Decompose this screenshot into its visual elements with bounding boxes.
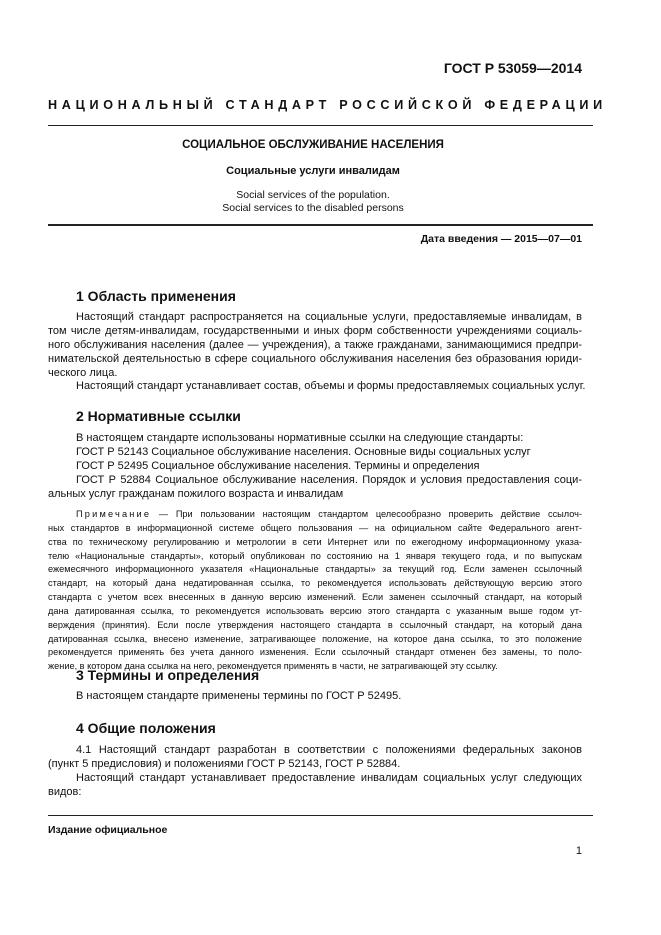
section-1-paragraph-1 xyxy=(48,311,582,381)
english-title-line-2: Social services to the disabled persons xyxy=(222,202,404,214)
official-edition-label: Издание официальное xyxy=(48,824,168,836)
text-line: ческого лица. xyxy=(48,366,118,379)
title-divider xyxy=(48,224,593,226)
text-line: стандарта с учетом всех внесенных в данную версию изменений. Если заменен ссылочный стандарт, на который xyxy=(48,592,582,603)
section-3-heading: 3 Термины и определения xyxy=(76,667,260,683)
text-line: датированная ссылка, внесено изменение, затрагивающее положение, на которое дана ссылка, то это положение xyxy=(48,633,582,644)
text-line: нимательской деятельностью в сфере социального обслуживания населения без образования юриди- xyxy=(48,352,582,365)
section-4-paragraph-2 xyxy=(48,772,582,800)
section-1-paragraph-2: Настоящий стандарт устанавливает состав, объемы и формы предоставляемых социальных услуг. xyxy=(76,380,586,392)
text-line: стандарт, на который дана недатированная ссылка, то рекомендуется использовать действующую версию этого xyxy=(48,578,582,589)
text-line: рекомендуется применять без учета данного изменения. Если ссылочный стандарт отменен без замены, то поло- xyxy=(48,647,582,658)
section-1-heading: 1 Область применения xyxy=(76,288,236,304)
text-line: Настоящий стандарт устанавливает предоставление инвалидам социальных услуг следующих xyxy=(76,772,582,784)
national-standard-title: НАЦИОНАЛЬНЫЙ СТАНДАРТ РОССИЙСКОЙ ФЕДЕРАЦИИ xyxy=(48,98,607,112)
standard-title: СОЦИАЛЬНОЕ ОБСЛУЖИВАНИЕ НАСЕЛЕНИЯ xyxy=(182,139,444,151)
text-line: ГОСТ Р 52884 Социальное обслуживание населения. Порядок и условия предоставления соци- xyxy=(76,474,582,486)
note-first-line xyxy=(48,508,582,522)
text-line: видов: xyxy=(48,785,82,798)
reference-gost-52143: ГОСТ Р 52143 Социальное обслуживание населения. Основные виды социальных услуг xyxy=(76,446,531,458)
text-line: Настоящий стандарт распространяется на социальные услуги, предоставляемые инвалидам, в xyxy=(76,311,582,323)
text-line: телю «Национальные стандарты», который опубликован по состоянию на 1 января текущего года, и по выпускам xyxy=(48,550,582,561)
english-title-line-1: Social services of the population. xyxy=(236,189,390,201)
text-line: 4.1 Настоящий стандарт разработан в соответствии с положениями федеральных законов xyxy=(76,744,582,756)
standard-subtitle: Социальные услуги инвалидам xyxy=(226,165,400,177)
text-line: ных стандартов в информационной системе общего пользования — на официальном сайте Федерального агент- xyxy=(48,522,582,533)
note-first-text: — При пользовании настоящим стандартом целесообразно проверить действие ссылоч- xyxy=(151,509,582,519)
reference-gost-52884 xyxy=(48,474,582,502)
text-line: жение, в котором дана ссылка на него, рекомендуется применять в части, не затрагивающей эту ссылку. xyxy=(48,661,498,672)
text-line: ежемесячного информационного указателя «Национальные стандарты» за текущий год. Если заменен ссылочный xyxy=(48,564,582,575)
text-line: верждения (принятия). Если после утверждения настоящего стандарта в ссылочный стандарт, на который дана xyxy=(48,619,582,630)
page-number: 1 xyxy=(575,845,582,857)
section-2-heading: 2 Нормативные ссылки xyxy=(76,408,241,424)
header-divider xyxy=(48,125,593,126)
section-3-paragraph: В настоящем стандарте применены термины по ГОСТ Р 52495. xyxy=(76,690,402,702)
text-line: ства по техническому регулированию и метрологии в сети Интернет или по ежегодному информационному указа- xyxy=(48,536,582,547)
text-line: дана датированная ссылка, то рекомендуется использовать версию этого стандарта с указанным выше годом ут- xyxy=(48,605,582,616)
section-4-heading: 4 Общие положения xyxy=(76,720,216,736)
text-line: альных услуг гражданам пожилого возраста и инвалидам xyxy=(48,487,344,500)
text-line: том числе детям-инвалидам, государственными и иных форм собственности учреждениями социаль- xyxy=(48,324,582,337)
text-line: (пункт 5 предисловия) и положениями ГОСТ Р 52143, ГОСТ Р 52884. xyxy=(48,757,401,770)
section-2-note xyxy=(48,508,582,674)
section-2-intro: В настоящем стандарте использованы нормативные ссылки на следующие стандарты: xyxy=(76,432,524,444)
footer-divider xyxy=(48,815,593,816)
section-4-paragraph-1 xyxy=(48,744,582,772)
reference-gost-52495: ГОСТ Р 52495 Социальное обслуживание населения. Термины и определения xyxy=(76,460,480,472)
document-number: ГОСТ Р 53059—2014 xyxy=(443,60,582,76)
introduction-date: Дата введения — 2015—07—01 xyxy=(420,233,582,245)
text-line: ного обслуживания населения (далее — учреждения), а также гражданами, занимающимися предпри- xyxy=(48,338,582,351)
note-label: Примечание xyxy=(76,509,152,519)
